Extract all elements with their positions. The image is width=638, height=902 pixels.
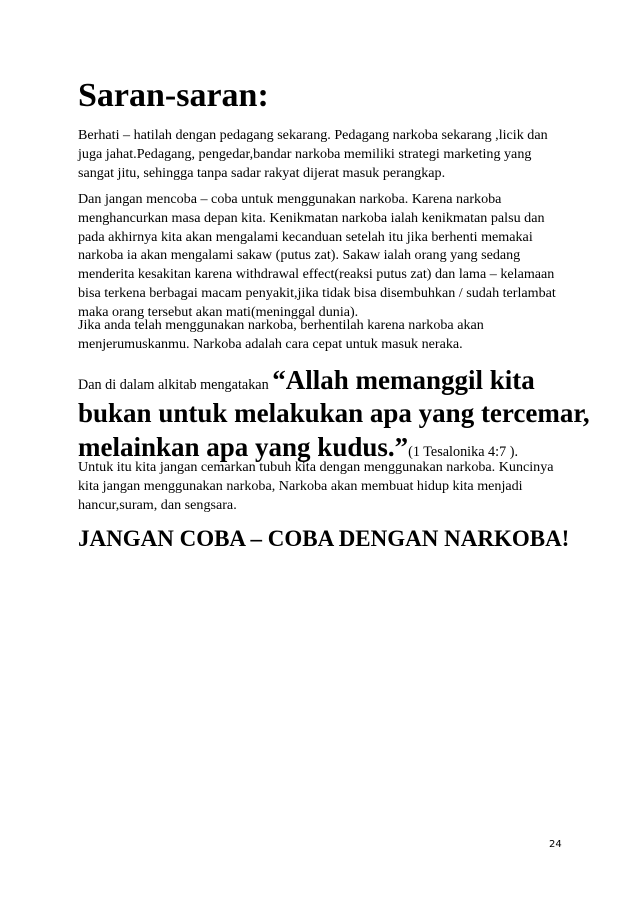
quote-line <box>78 364 590 396</box>
paragraph-dont-try <box>78 190 568 322</box>
paragraph-line: Berhati – hatilah dengan pedagang sekarang. Pedagang narkoba sekarang ,licik dan <box>78 127 548 143</box>
paragraph-line: Untuk itu kita jangan cemarkan tubuh kita dengan menggunakan narkoba. Kuncinya <box>78 459 554 475</box>
paragraph-line: Jika anda telah menggunakan narkoba, berhentilah karena narkoba akan <box>78 317 484 333</box>
quote-text: melainkan apa yang kudus.” <box>78 432 409 462</box>
paragraph-warning <box>78 126 568 182</box>
paragraph-line: bisa terkena berbagai macam penyakit,jika tidak bisa disembuhkan / sudah terlambat <box>78 284 556 301</box>
paragraph-line: pada akhirnya kita akan mengalami kecanduan setelah itu jika berhenti memakai <box>78 228 533 245</box>
paragraph-stop <box>78 316 568 354</box>
section-heading: Saran-saran: <box>78 77 269 114</box>
quote-text: “Allah memanggil kita <box>272 365 535 395</box>
quote-text: bukan untuk melakukan apa yang tercemar, <box>78 398 590 428</box>
quote-reference: (1 Tesalonika 4:7 ). <box>408 444 518 460</box>
bible-quote <box>78 364 590 464</box>
paragraph-line: sangat jitu, sehingga tanpa sadar rakyat dijerat masuk perangkap. <box>78 164 446 181</box>
paragraph-line: kita jangan menggunakan narkoba, Narkoba akan membuat hidup kita menjadi <box>78 477 523 494</box>
paragraph-line: Dan jangan mencoba – coba untuk menggunakan narkoba. Karena narkoba <box>78 191 502 207</box>
paragraph-line: hancur,suram, dan sengsara. <box>78 496 237 513</box>
paragraph-line: menjerumuskanmu. Narkoba adalah cara cepat untuk masuk neraka. <box>78 335 463 352</box>
paragraph-line: menderita kesakitan karena withdrawal effect(reaksi putus zat) dan lama – kelamaan <box>78 266 555 283</box>
paragraph-closing <box>78 458 568 514</box>
paragraph-line: juga jahat.Pedagang, pengedar,bandar narkoba memiliki strategi marketing yang <box>78 145 532 162</box>
quote-intro: Dan di dalam alkitab mengatakan <box>78 377 273 393</box>
slogan-heading: JANGAN COBA – COBA DENGAN NARKOBA! <box>78 526 570 551</box>
page-number: 24 <box>549 839 562 850</box>
paragraph-line: narkoba ia akan mengalami sakaw (putus zat). Sakaw ialah orang yang sedang <box>78 247 521 264</box>
paragraph-line: menghancurkan masa depan kita. Kenikmatan narkoba ialah kenikmatan palsu dan <box>78 209 545 226</box>
paragraph-line: maka orang tersebut akan mati(meninggal dunia). <box>78 303 359 320</box>
